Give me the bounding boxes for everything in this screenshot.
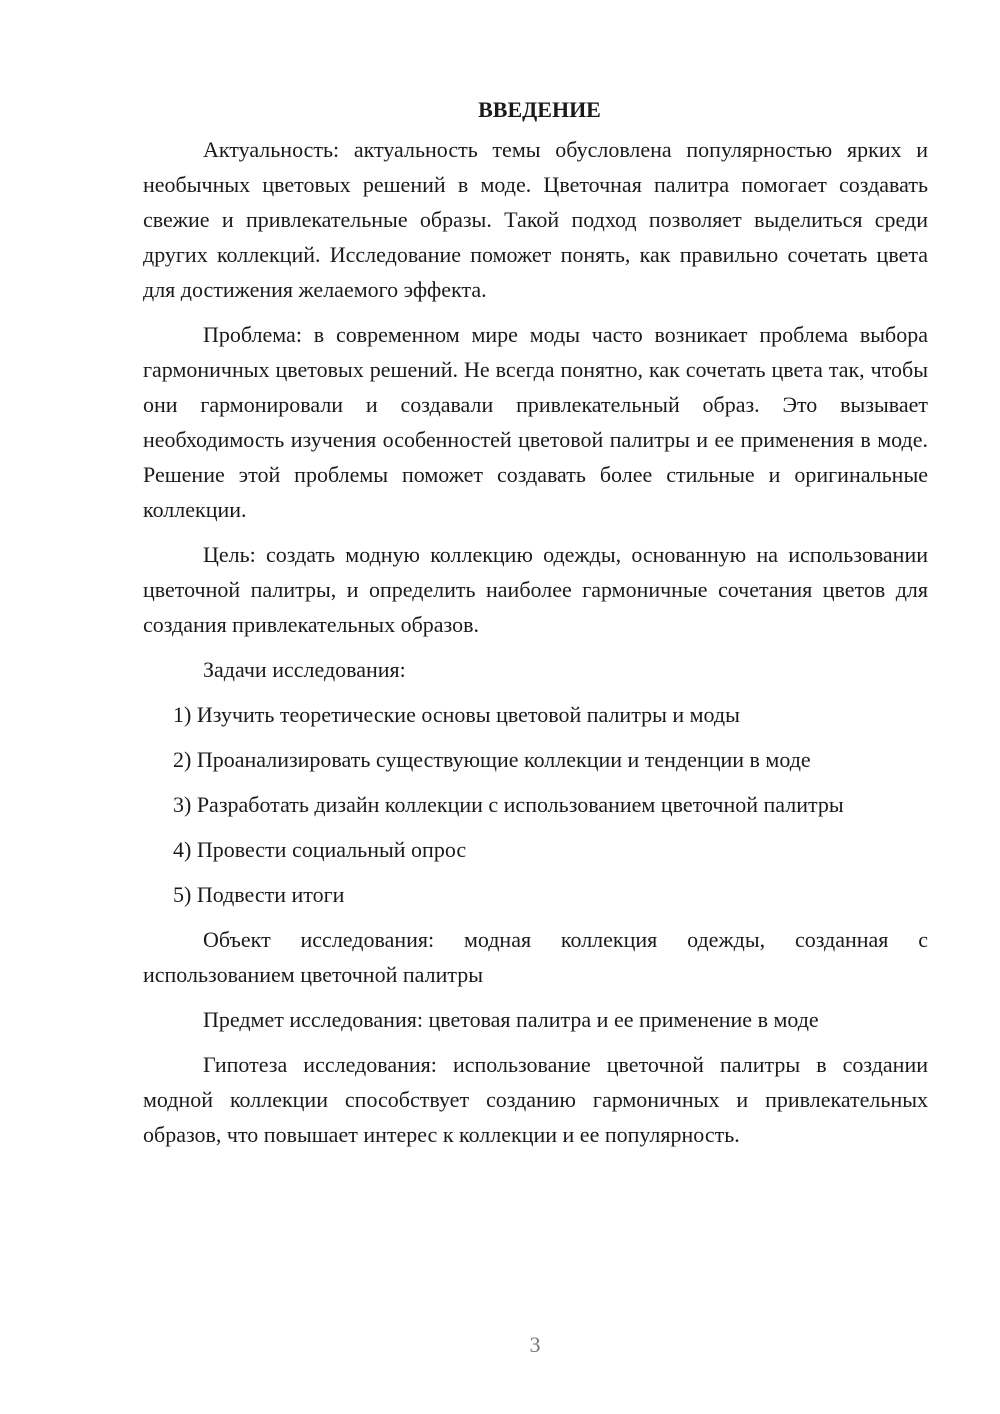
task-item-5: 5) Подвести итоги [173, 882, 345, 907]
page-title: ВВЕДЕНИЕ [478, 97, 601, 122]
subject-paragraph: Предмет исследования: цветовая палитра и ее применение в моде [203, 1007, 819, 1032]
task-item-2: 2) Проанализировать существующие коллекции и тенденции в моде [173, 747, 811, 772]
tasks-title: Задачи исследования: [203, 657, 406, 682]
relevance-paragraph: Актуальность: актуальность темы обусловлена популярностью ярких и необычных цветовых решений в моде. Цветочная палитра помогает создавать свежие и привлекательные образы. Такой подход позволяет выделиться среди других коллекций. Исследование поможет понять, как правильно сочетать цвета для достижения желаемого эффекта. [143, 137, 928, 302]
task-item-4: 4) Провести социальный опрос [173, 837, 467, 862]
page-number: 3 [529, 1332, 541, 1357]
hypothesis-paragraph: Гипотеза исследования: использование цветочной палитры в создании модной коллекции способствует созданию гармоничных и привлекательных образов, что повышает интерес к коллекции и ее популярность. [143, 1052, 928, 1147]
object-paragraph: Объект исследования: модная коллекция одежды, созданная с использованием цветочной палитры [143, 927, 928, 987]
task-item-1: 1) Изучить теоретические основы цветовой палитры и моды [173, 702, 740, 727]
goal-paragraph: Цель: создать модную коллекцию одежды, основанную на использовании цветочной палитры, и определить наиболее гармоничные сочетания цветов для создания привлекательных образов. [143, 542, 928, 637]
problem-paragraph: Проблема: в современном мире моды часто возникает проблема выбора гармоничных цветовых решений. Не всегда понятно, как сочетать цвета так, чтобы они гармонировали и создавали привлекательный образ. Это вызывает необходимость изучения особенностей цветовой палитры и ее применения в моде. Решение этой проблемы поможет создавать более стильные и оригинальные коллекции. [143, 322, 928, 522]
document-page [143, 92, 928, 1162]
task-item-3: 3) Разработать дизайн коллекции с использованием цветочной палитры [173, 792, 844, 817]
